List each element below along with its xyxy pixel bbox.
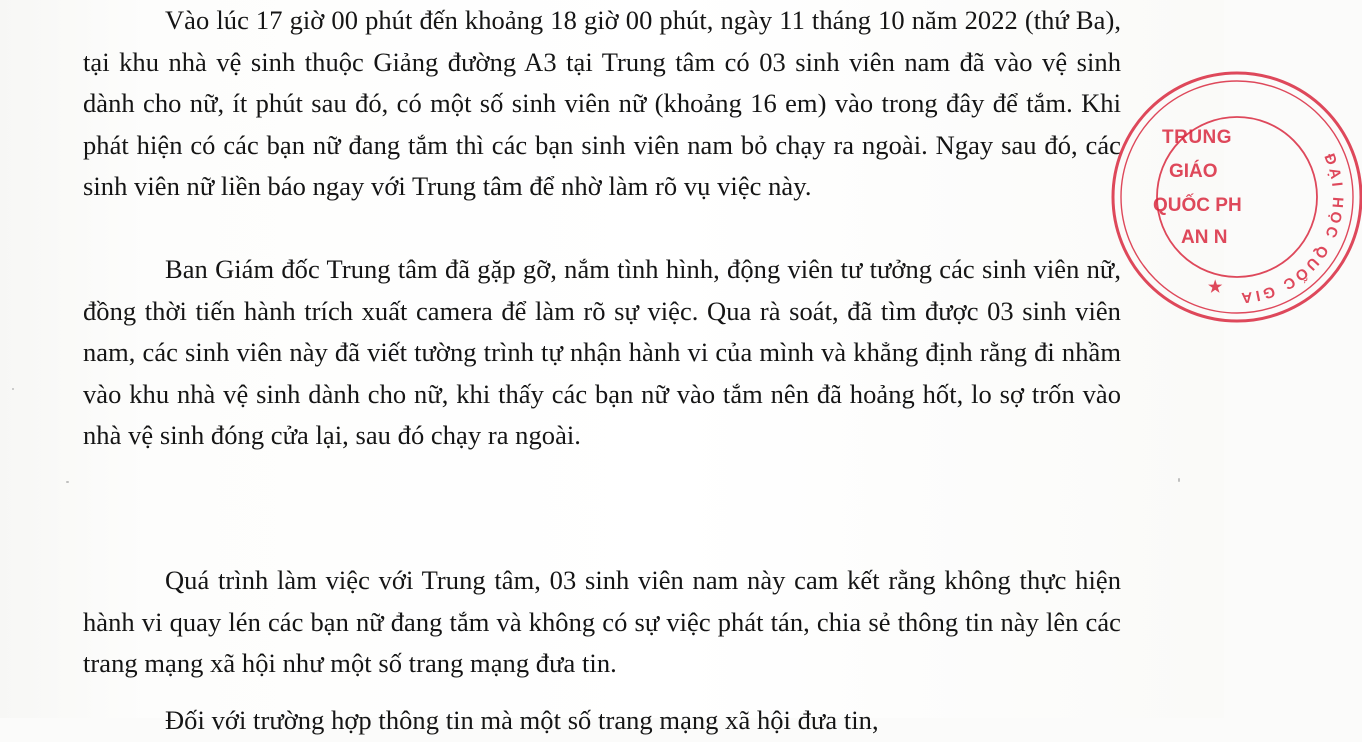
seal-line-1: TRUNG xyxy=(1162,127,1233,148)
scan-speck xyxy=(12,388,14,390)
scan-speck xyxy=(1178,478,1180,482)
seal-ring-text: ĐẠI HỌC QUỐC GIA xyxy=(1237,151,1347,307)
seal-star-icon: ★ xyxy=(1208,279,1223,296)
seal-graphic xyxy=(1112,72,1362,322)
seal-line-4: AN N xyxy=(1181,227,1228,248)
document-paragraph-1 xyxy=(83,0,1121,208)
seal-line-3: QUỐC PH xyxy=(1153,195,1242,216)
document-paragraph-2 xyxy=(83,249,1121,457)
paragraph-text: Vào lúc 17 giờ 00 phút đến khoảng 18 giờ 00 phút, ngày 11 tháng 10 năm 2022 (thứ Ba), tại khu nhà vệ sinh thuộc Giảng đường A3 tại Trung tâm có 03 sinh viên nam đã vào vệ sinh dành cho nữ, ít phút sau đó, có một số sinh viên nữ (khoảng 16 em) vào trong đây để tắm. Khi phát hiện có các bạn nữ đang tắm thì các bạn sinh viên nam bỏ chạy ra ngoài. Ngay sau đó, các sinh viên nữ liền báo ngay với Trung tâm để nhờ làm rõ vụ việc này. xyxy=(83,5,1121,202)
document-paragraph-4-partial xyxy=(83,700,1121,742)
paragraph-text: Ban Giám đốc Trung tâm đã gặp gỡ, nắm tình hình, động viên tư tưởng các sinh viên nữ, đồng thời tiến hành trích xuất camera để làm rõ sự việc. Qua rà soát, đã tìm được 03 sinh viên nam, các sinh viên này đã viết tường trình tự nhận hành vi của mình và khẳng định rằng đi nhầm vào khu nhà vệ sinh dành cho nữ, khi thấy các bạn nữ vào tắm nên đã hoảng hốt, lo sợ trốn vào nhà vệ sinh đóng cửa lại, sau đó chạy ra ngoài. xyxy=(83,254,1121,451)
scan-speck xyxy=(66,481,69,483)
paragraph-text: Đối với trường hợp thông tin mà một số trang mạng xã hội đưa tin, xyxy=(165,705,879,735)
official-seal-stamp xyxy=(1112,72,1362,322)
paragraph-text: Quá trình làm việc với Trung tâm, 03 sinh viên nam này cam kết rằng không thực hiện hành vi quay lén các bạn nữ đang tắm và không có sự việc phát tán, chia sẻ thông tin này lên các trang mạng xã hội như một số trang mạng đưa tin. xyxy=(83,565,1121,679)
seal-line-2: GIÁO xyxy=(1169,161,1218,182)
document-paragraph-3 xyxy=(83,560,1121,685)
